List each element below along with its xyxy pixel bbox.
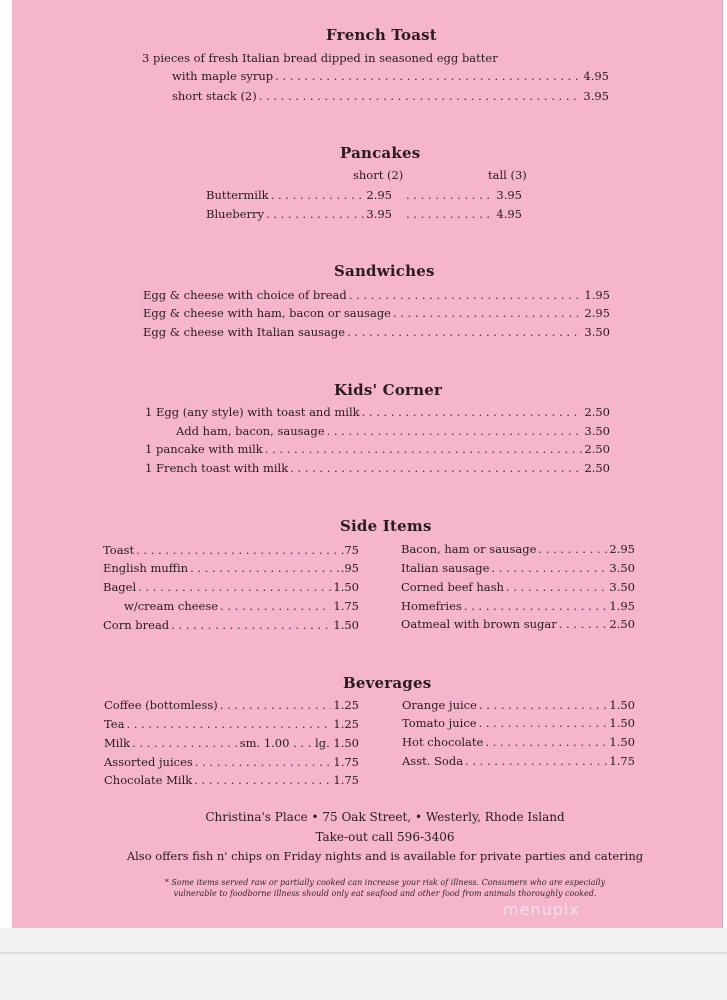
item-price: 3.50 [584, 325, 610, 339]
item-label: Toast [103, 543, 135, 557]
item-price-tall: 4.95 [496, 207, 522, 221]
item-label: Buttermilk [206, 188, 269, 202]
item-label: Chocolate Milk [104, 773, 193, 787]
section-title-side-items: Side Items [340, 517, 432, 535]
page-margin [0, 928, 727, 1000]
takeout-phone: Take-out call 596-3406 [315, 830, 455, 844]
item-price: 2.95 [584, 306, 610, 320]
item-price: 1.75 [609, 754, 635, 768]
menu-item [145, 405, 610, 419]
item-label: Tea [104, 717, 125, 731]
item-label: Oatmeal with brown sugar [401, 617, 557, 631]
item-price: 3.50 [609, 561, 635, 575]
menu-item [143, 325, 610, 339]
menu-item [103, 543, 359, 557]
item-label: Bagel [103, 580, 137, 594]
item-label: Hot chocolate [402, 735, 484, 749]
menu-item [124, 599, 359, 613]
item-label: Bacon, ham or sausage [401, 542, 537, 556]
item-label: w/cream cheese [124, 599, 219, 613]
item-price: 2.50 [584, 442, 610, 456]
menu-item [172, 89, 609, 103]
item-price: 1.75 [333, 599, 359, 613]
menu-item [145, 461, 610, 475]
section-title-kids-corner: Kids' Corner [334, 381, 443, 399]
item-price-short: 3.95 [366, 207, 392, 221]
item-price: 1.50 [333, 618, 359, 632]
item-price: 1.95 [609, 599, 635, 613]
section-title-sandwiches: Sandwiches [334, 262, 435, 280]
menu-item-tall [404, 188, 522, 202]
menu-item [402, 716, 635, 730]
also-offers-note: Also offers fish n' chips on Friday nights and is available for private parties and catering [126, 849, 644, 863]
page-divider [0, 952, 727, 954]
menu-item [104, 736, 359, 750]
item-price: 1.50 [333, 580, 359, 594]
menu-item [176, 424, 610, 438]
menu-item [143, 288, 610, 302]
item-price: 1.25 [333, 717, 359, 731]
item-label: Corn bread [103, 618, 170, 632]
french-toast-description: 3 pieces of fresh Italian bread dipped in seasoned egg batter [142, 51, 498, 65]
menu-item [401, 617, 635, 631]
item-price: 1.25 [333, 698, 359, 712]
item-price: 1.95 [584, 288, 610, 302]
item-label: 1 French toast with milk [145, 461, 289, 475]
item-price: 2.50 [584, 405, 610, 419]
section-title-french-toast: French Toast [326, 26, 437, 44]
menu-item [172, 69, 609, 83]
health-notice-line-2: vulnerable to foodborne illness should only eat seafood and other food from animals thoroughly cooked. [173, 889, 597, 898]
item-price: 4.95 [583, 69, 609, 83]
menu-item [402, 735, 635, 749]
item-label: 1 pancake with milk [145, 442, 263, 456]
menu-item [145, 442, 610, 456]
item-label: 1 Egg (any style) with toast and milk [145, 405, 360, 419]
menu-item [103, 580, 359, 594]
menu-item [143, 306, 610, 320]
restaurant-address: Christina's Place • 75 Oak Street, • Westerly, Rhode Island [205, 810, 565, 824]
item-label: Add ham, bacon, sausage [176, 424, 325, 438]
item-label: Tomato juice [402, 716, 477, 730]
item-label: Homefries [401, 599, 462, 613]
item-price: .95 [340, 561, 359, 575]
health-notice [120, 877, 650, 899]
menu-item [401, 542, 635, 556]
menu-item [402, 754, 635, 768]
menu-item [104, 773, 359, 787]
pancakes-col-tall: tall (3) [488, 168, 527, 182]
item-price: 1.75 [333, 773, 359, 787]
menu-item-tall [404, 207, 522, 221]
menu-item [104, 698, 359, 712]
menu-item [401, 580, 635, 594]
item-label: Asst. Soda [402, 754, 464, 768]
item-label: Blueberry [206, 207, 264, 221]
menu-item [401, 599, 635, 613]
menu-item [206, 207, 392, 221]
health-notice-line-1: * Some items served raw or partially cooked can increase your risk of illness. Consumers who are especially [164, 878, 606, 887]
item-label: Egg & cheese with ham, bacon or sausage [143, 306, 391, 320]
menu-item [104, 717, 359, 731]
section-title-pancakes: Pancakes [340, 144, 421, 162]
item-label: English muffin [103, 561, 189, 575]
item-label: Coffee (bottomless) [104, 698, 218, 712]
item-label: Milk [104, 736, 131, 750]
item-price: 2.50 [609, 617, 635, 631]
item-price: 1.50 [609, 716, 635, 730]
pancakes-col-short: short (2) [353, 168, 404, 182]
item-price: 2.50 [584, 461, 610, 475]
item-label: Assorted juices [104, 755, 193, 769]
item-label: Italian sausage [401, 561, 490, 575]
watermark: menupix [503, 900, 580, 919]
item-price: 3.50 [584, 424, 610, 438]
item-price: sm. 1.00 . . . lg. 1.50 [239, 736, 359, 750]
menu-item [401, 561, 635, 575]
item-price: 1.50 [609, 735, 635, 749]
item-label: Egg & cheese with Italian sausage [143, 325, 346, 339]
section-title-beverages: Beverages [343, 674, 432, 692]
item-price: 2.95 [609, 542, 635, 556]
menu-item [402, 698, 635, 712]
item-label: Corned beef hash [401, 580, 504, 594]
menu-item [206, 188, 392, 202]
item-label: Orange juice [402, 698, 477, 712]
item-price: 1.50 [609, 698, 635, 712]
item-price: 3.50 [609, 580, 635, 594]
menu-item [104, 755, 359, 769]
menu-item [103, 618, 359, 632]
item-price: 3.95 [583, 89, 609, 103]
item-price: .75 [340, 543, 359, 557]
item-price-tall: 3.95 [496, 188, 522, 202]
item-price: 1.75 [333, 755, 359, 769]
item-label: with maple syrup [172, 69, 274, 83]
item-price-short: 2.95 [366, 188, 392, 202]
item-label: short stack (2) [172, 89, 257, 103]
menu-item [103, 561, 359, 575]
item-label: Egg & cheese with choice of bread [143, 288, 347, 302]
